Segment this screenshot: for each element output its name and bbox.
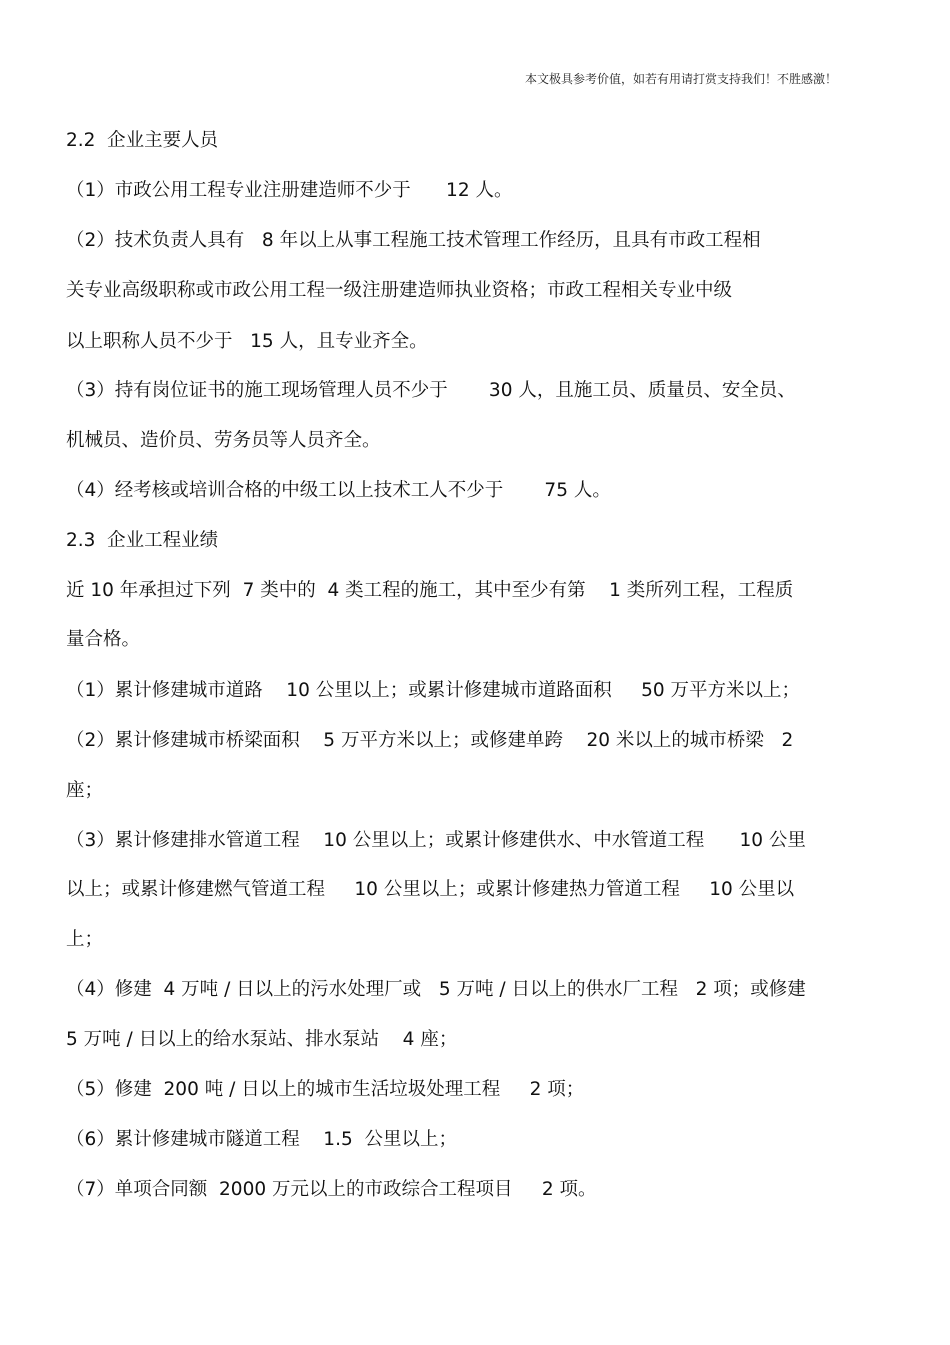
text-line: 机械员、造价员、劳务员等人员齐全。 [66,430,381,451]
text-line: （6）累计修建城市隧道工程 1.5 公里以上； [66,1129,457,1150]
text-line: 以上；或累计修建燃气管道工程 10 公里以上；或累计修建热力管道工程 10 公里以 [66,879,795,900]
section-heading-2-2: 2.2 企业主要人员 [66,130,219,151]
text-line: 上； [66,929,104,950]
text-line: （4）经考核或培训合格的中级工以上技术工人不少于 75 人。 [66,480,611,501]
section-heading-2-3: 2.3 企业工程业绩 [66,530,219,551]
text-line: （1）市政公用工程专业注册建造师不少于 12 人。 [66,180,513,201]
text-line: 关专业高级职称或市政公用工程一级注册建造师执业资格；市政工程相关专业中级 [66,280,733,301]
text-line: 量合格。 [66,629,141,650]
text-line: （2）技术负责人具有 8 年以上从事工程施工技术管理工作经历，且具有市政工程相 [66,230,761,251]
text-line: 近 10 年承担过下列 7 类中的 4 类工程的施工，其中至少有第 1 类所列工程，工程质 [66,580,794,601]
header-note: 本文极具参考价值，如若有用请打赏支持我们！不胜感激！ [524,72,837,86]
text-line: （7）单项合同额 2000 万元以上的市政综合工程项目 2 项。 [66,1179,597,1200]
text-line: （4）修建 4 万吨 / 日以上的污水处理厂或 5 万吨 / 日以上的供水厂工程 2 项；或修建 [66,979,806,1000]
text-line: （1）累计修建城市道路 10 公里以上；或累计修建城市道路面积 50 万平方米以上； [66,680,801,701]
text-line: 5 万吨 / 日以上的给水泵站、排水泵站 4 座； [66,1029,458,1050]
text-line: 以上职称人员不少于 15 人，且专业齐全。 [66,331,428,352]
text-line: （3）持有岗位证书的施工现场管理人员不少于 30 人，且施工员、质量员、安全员、 [66,380,796,401]
text-line: （3）累计修建排水管道工程 10 公里以上；或累计修建供水、中水管道工程 10 公里 [66,830,806,851]
text-line: 座； [66,780,104,801]
text-line: （5）修建 200 吨 / 日以上的城市生活垃圾处理工程 2 项； [66,1079,585,1100]
text-line: （2）累计修建城市桥梁面积 5 万平方米以上；或修建单跨 20 米以上的城市桥梁 2 [66,730,794,751]
